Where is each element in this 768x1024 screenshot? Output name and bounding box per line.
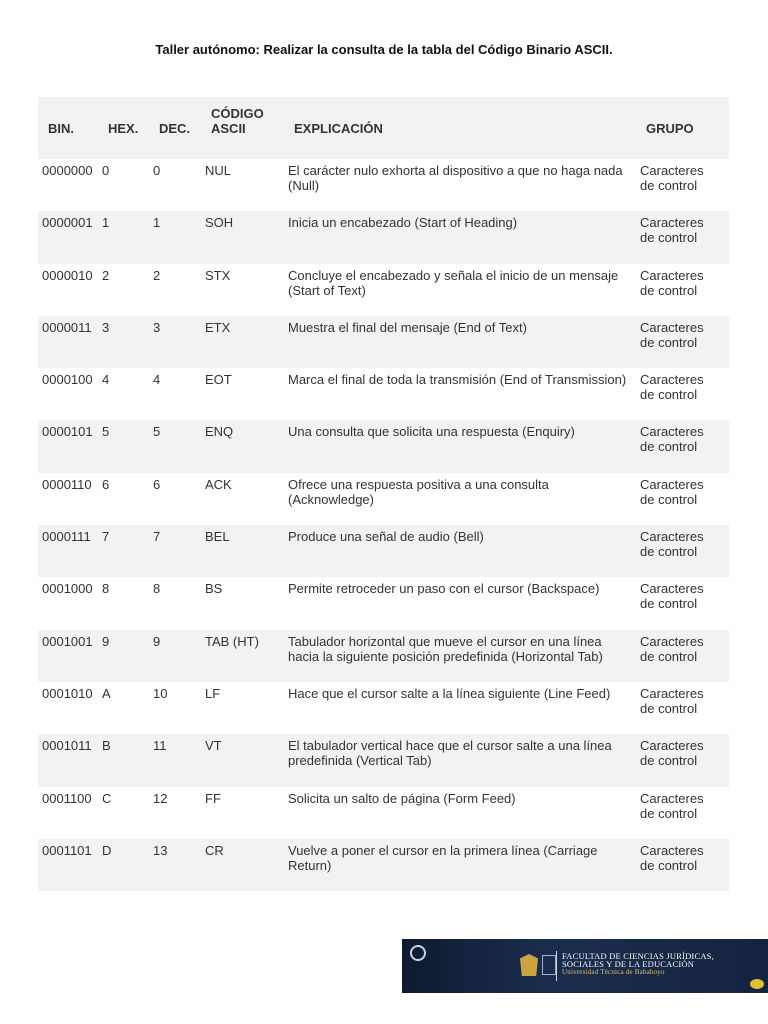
- badge-icon: [750, 979, 764, 989]
- cell-grupo: Caracteres de control: [640, 633, 704, 664]
- cell-bin: 0000011: [42, 319, 92, 335]
- table-row: [38, 525, 729, 577]
- cell-hex: A: [102, 685, 111, 701]
- cell-grupo: Caracteres de control: [640, 372, 704, 403]
- cell-explicacion: El carácter nulo exhorta al dispositivo a que no haga nada (Null): [288, 163, 623, 193]
- cell-dec: 10: [153, 685, 168, 701]
- cell-hex: 6: [102, 476, 110, 492]
- cell-bin: 0000111: [42, 529, 91, 545]
- cell-grupo: Caracteres de control: [640, 790, 704, 821]
- cell-grupo: Caracteres de control: [640, 738, 704, 769]
- cell-grupo: Caracteres de control: [640, 267, 704, 298]
- cell-explicacion: Ofrece una respuesta positiva a una consulta (Acknowledge): [288, 476, 549, 507]
- table-row: [38, 577, 729, 629]
- cell-explicacion: El tabulador vertical hace que el cursor salte a una línea predefinida (Vertical Tab): [288, 738, 612, 769]
- cell-dec: 9: [153, 633, 161, 649]
- cell-dec: 5: [153, 424, 161, 440]
- cell-ascii: ACK: [205, 476, 232, 492]
- cell-grupo: Caracteres de control: [640, 842, 704, 873]
- cell-ascii: FF: [205, 790, 221, 806]
- cell-explicacion: Vuelve a poner el cursor en la primera línea (Carriage Return): [288, 842, 598, 873]
- cell-explicacion: Una consulta que solicita una respuesta (Enquiry): [288, 424, 575, 440]
- emblem-icon: [542, 955, 556, 975]
- faculty-seal-icon: [520, 954, 538, 976]
- faculty-line1: FACULTAD DE CIENCIAS JURÍDICAS,: [562, 951, 714, 961]
- cell-grupo: Caracteres de control: [640, 424, 704, 455]
- cell-bin: 0000101: [42, 424, 93, 440]
- cell-dec: 3: [153, 319, 161, 335]
- cell-bin: 0001000: [42, 581, 93, 597]
- cell-dec: 12: [153, 790, 168, 806]
- cell-dec: 2: [153, 267, 161, 283]
- cell-ascii: NUL: [205, 163, 232, 178]
- header-hex: HEX.: [108, 121, 139, 136]
- cell-bin: 0001001: [42, 633, 93, 649]
- cell-dec: 7: [153, 529, 161, 545]
- cell-explicacion: Muestra el final del mensaje (End of Text): [288, 319, 527, 335]
- header-grupo: GRUPO: [646, 121, 694, 136]
- ascii-table: [38, 97, 729, 891]
- header-bin: BIN.: [48, 121, 74, 136]
- faculty-line2: SOCIALES Y DE LA EDUCACIÓN: [562, 959, 695, 969]
- header-ascii-line2: ASCII: [211, 121, 246, 136]
- cell-hex: 0: [102, 163, 110, 178]
- cell-bin: 0000100: [42, 372, 93, 388]
- table-row: [38, 787, 729, 839]
- cell-grupo: Caracteres de control: [640, 581, 704, 612]
- table-row: [38, 630, 729, 682]
- cell-bin: 0001010: [42, 685, 93, 701]
- header-dec: DEC.: [159, 121, 191, 136]
- cell-explicacion: Produce una señal de audio (Bell): [288, 529, 484, 545]
- table-header: [38, 97, 729, 159]
- cell-grupo: Caracteres de control: [640, 685, 704, 716]
- table-row: [38, 316, 729, 368]
- cell-dec: 11: [153, 738, 167, 754]
- cell-grupo: Caracteres de control: [640, 163, 704, 193]
- cell-dec: 6: [153, 476, 161, 492]
- cell-ascii: CR: [205, 842, 224, 858]
- table-row: [38, 159, 729, 211]
- cell-explicacion: Marca el final de toda la transmisión (End of Transmission): [288, 372, 627, 388]
- cell-ascii: ENQ: [205, 424, 234, 440]
- header-ascii-line1: CÓDIGO: [211, 106, 264, 121]
- header-explicacion: EXPLICACIÓN: [294, 121, 383, 136]
- cell-ascii: ETX: [205, 319, 231, 335]
- table-row: [38, 211, 729, 263]
- cell-dec: 8: [153, 581, 161, 597]
- cell-ascii: LF: [205, 685, 221, 701]
- cell-dec: 4: [153, 372, 161, 388]
- table-row: [38, 473, 729, 525]
- cell-explicacion: Inicia un encabezado (Start of Heading): [288, 215, 518, 231]
- banner-divider: [556, 951, 557, 981]
- cell-hex: D: [102, 842, 112, 858]
- cell-explicacion: Permite retroceder un paso con el cursor (Backspace): [288, 581, 600, 597]
- table-row: [38, 682, 729, 734]
- table-row: [38, 839, 729, 891]
- cell-dec: 13: [153, 842, 168, 858]
- cell-ascii: BEL: [205, 529, 230, 545]
- cell-ascii: EOT: [205, 372, 232, 388]
- cell-bin: 0001100: [42, 790, 92, 806]
- cell-bin: 0001101: [42, 842, 92, 858]
- cell-hex: 2: [102, 267, 110, 283]
- cell-explicacion: Tabulador horizontal que mueve el cursor en una línea hacia la siguiente posición predefinida (Horizontal Tab): [288, 633, 603, 664]
- cell-hex: B: [102, 738, 111, 754]
- cell-grupo: Caracteres de control: [640, 476, 704, 507]
- cell-ascii: TAB (HT): [205, 633, 259, 649]
- cell-ascii: STX: [205, 267, 231, 283]
- document-title: Taller autónomo: Realizar la consulta de la tabla del Código Binario ASCII.: [155, 42, 613, 57]
- cell-hex: 9: [102, 633, 110, 649]
- table-row: [38, 734, 729, 786]
- table-row: [38, 420, 729, 472]
- cell-hex: C: [102, 790, 112, 806]
- cell-bin: 0000010: [42, 267, 93, 283]
- faculty-name: [562, 952, 714, 976]
- cell-bin: 0000000: [42, 163, 93, 178]
- cell-hex: 4: [102, 372, 110, 388]
- cell-explicacion: Hace que el cursor salte a la línea siguiente (Line Feed): [288, 685, 611, 701]
- cell-dec: 0: [153, 163, 161, 178]
- cell-hex: 1: [102, 215, 110, 231]
- table-row: [38, 264, 729, 316]
- cell-ascii: SOH: [205, 215, 234, 231]
- university-logo-icon: [410, 945, 426, 961]
- faculty-banner: [402, 939, 768, 993]
- cell-grupo: Caracteres de control: [640, 319, 704, 350]
- cell-explicacion: Concluye el encabezado y señala el inicio de un mensaje (Start of Text): [288, 267, 619, 298]
- cell-ascii: BS: [205, 581, 223, 597]
- cell-bin: 0000001: [42, 215, 93, 231]
- cell-grupo: Caracteres de control: [640, 529, 704, 560]
- cell-explicacion: Solicita un salto de página (Form Feed): [288, 790, 516, 806]
- table-body: [38, 159, 729, 891]
- cell-grupo: Caracteres de control: [640, 215, 704, 246]
- cell-hex: 3: [102, 319, 110, 335]
- cell-bin: 0001011: [42, 738, 92, 754]
- table-row: [38, 368, 729, 420]
- cell-hex: 5: [102, 424, 110, 440]
- cell-ascii: VT: [205, 738, 222, 754]
- cell-hex: 7: [102, 529, 110, 545]
- cell-bin: 0000110: [42, 476, 92, 492]
- cell-dec: 1: [153, 215, 161, 231]
- cell-hex: 8: [102, 581, 110, 597]
- university-name: Universidad Técnica de Babahoyo: [562, 968, 665, 976]
